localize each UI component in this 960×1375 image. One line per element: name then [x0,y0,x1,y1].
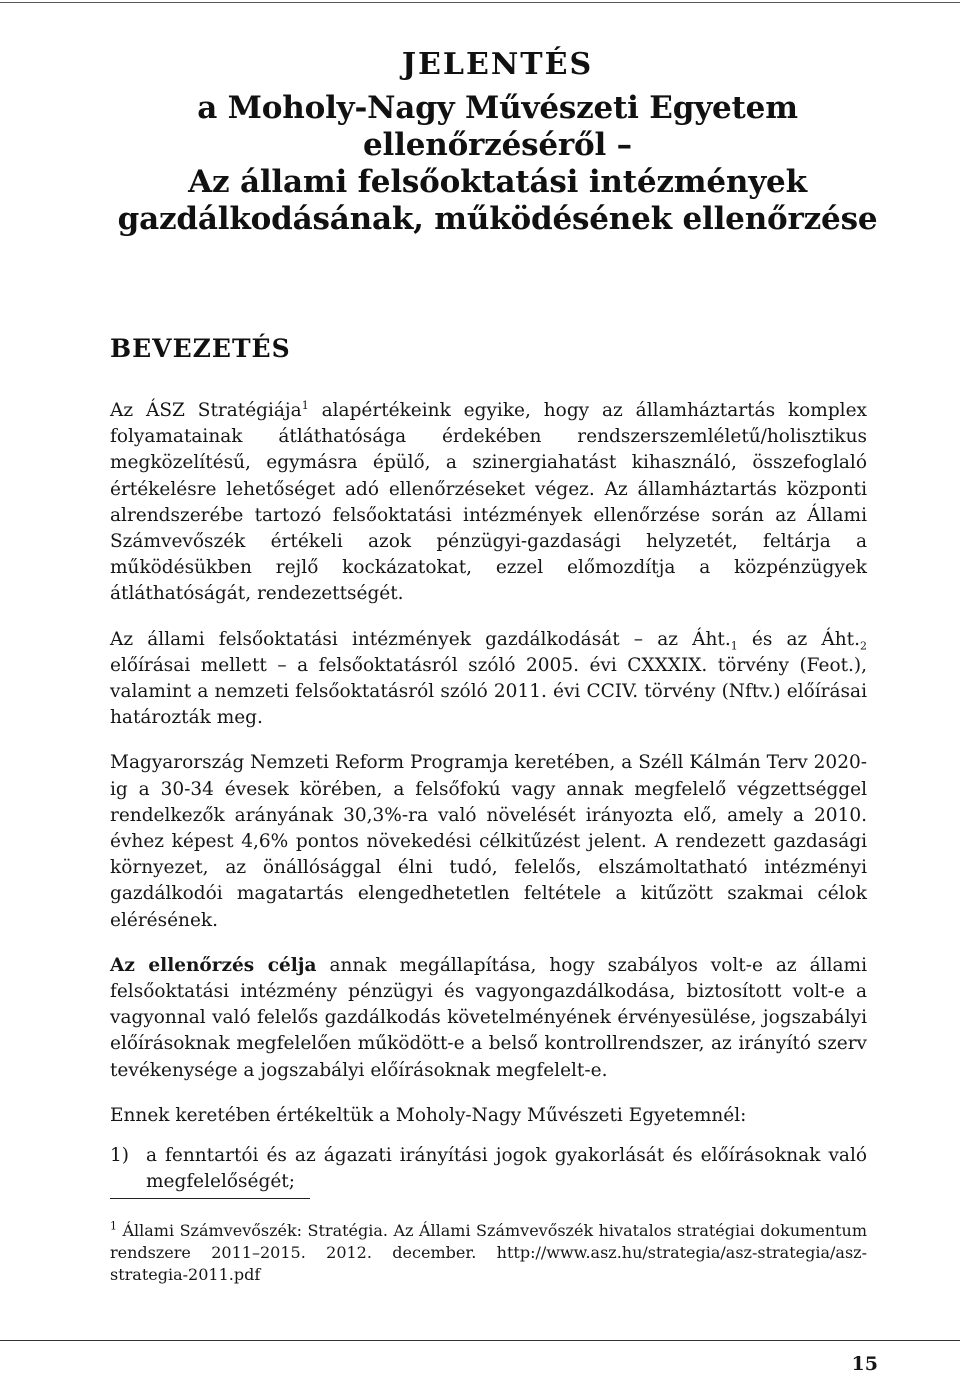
paragraph-2-b: és az Áht. [737,628,860,650]
subscript-1: 1 [730,639,738,653]
list-item-number: 1) [110,1145,129,1167]
footnote-text: Állami Számvevőszék: Stratégia. Az Állami Számvevőszék hivatalos stratégiai dokumentum rendszere 2011–2015. 2012. december. http://www.asz.hu/strategia/asz-strategia/asz-strategia-2011.pdf [110,1221,867,1284]
paragraph-2 [110,627,867,732]
list-item-text: a fenntartói és az ágazati irányítási jogok gyakorlását és előírásoknak való megfelelőségét; [146,1145,867,1193]
paragraph-1-rest: alapértékeink egyike, hogy az államháztartás komplex folyamatainak átláthatósága érdekében rendszerszemléletű/holisztikus megközelítésű, egymásra épülő, a szinergiahatást kihasználó, összefoglaló értékelésre lehetőséget adó ellenőrzéseket végez. Az államháztartás központi alrendszerébe tartozó felsőoktatási intézmények ellenőrzése során az Állami Számvevőszék értékeli azok pénzügyi-gazdasági helyzetét, feltárja a működésükben rejlő kockázatokat, ezzel előmozdítja a közpénzügyek átláthatóságát, rendezettségét. [110,400,867,605]
title-line-2: a Moholy-Nagy Művészeti Egyetem [197,90,798,126]
paragraph-1 [110,398,867,608]
paragraph-4-rest: annak megállapítása, hogy szabályos volt-e az állami felsőoktatási intézmény pénzügyi és vagyongazdálkodása, biztosított volt-e a vagyonnal való felelős gazdálkodás követelményének érvényesülése, jogszabályi előírásoknak megfelelően működött-e a belső kontrollrendszer, az irányító szerv tevékenysége a jogszabályi előírásoknak megfelelt-e. [110,954,868,1081]
paragraph-2-c: előírásai mellett – a felsőoktatásról szóló 2005. évi CXXXIX. törvény (Feot.), valamint a nemzeti felsőoktatásról szóló 2011. évi CCIV. törvény (Nftv.) előírásai határozták meg. [110,654,867,729]
section-heading: BEVEZETÉS [110,334,291,363]
list-item [110,1143,867,1195]
page-number: 15 [851,1353,878,1375]
title-line-5: gazdálkodásának, működésének ellenőrzése [117,201,878,237]
paragraph-1-start: Az ÁSZ Stratégiája [110,400,302,421]
paragraph-2-a: Az állami felsőoktatási intézmények gazdálkodását – az Áht. [110,628,731,650]
footnote-rule [110,1198,310,1199]
paragraph-4 [110,953,867,1084]
title-line-3: ellenőrzéséről – [363,127,632,163]
paragraph-5: Ennek keretében értékeltük a Moholy-Nagy Művészeti Egyetemnél: [110,1104,747,1126]
title-line-4: Az állami felsőoktatási intézmények [188,164,807,200]
footnote-ref: 1 [301,398,309,412]
subscript-2: 2 [860,639,867,653]
body-text [110,398,867,1195]
report-title [110,46,885,238]
footnote [110,1220,867,1286]
top-rule [0,2,960,3]
footnote-mark: 1 [110,1219,117,1233]
bottom-rule [0,1340,960,1341]
title-line-1: JELENTÉS [401,47,594,82]
paragraph-3: Magyarország Nemzeti Reform Programja keretében, a Széll Kálmán Terv 2020-ig a 30-34 évesek körében, a felsőfokú vagy annak megfelelő végzettséggel rendelkezők arányának 30,3%-ra való növelését irányozta elő, amely a 2010. évhez képest 4,6% pontos növekedési célkitűzést jelent. A rendezett gazdasági környezet, az önállósággal élni tudó, felelős, elszámoltatható intézményi gazdálkodói magatartás elengedhetetlen feltétele a kitűzött szakmai célok elérésének. [110,752,867,931]
paragraph-4-bold: Az ellenőrzés célja [110,954,317,976]
